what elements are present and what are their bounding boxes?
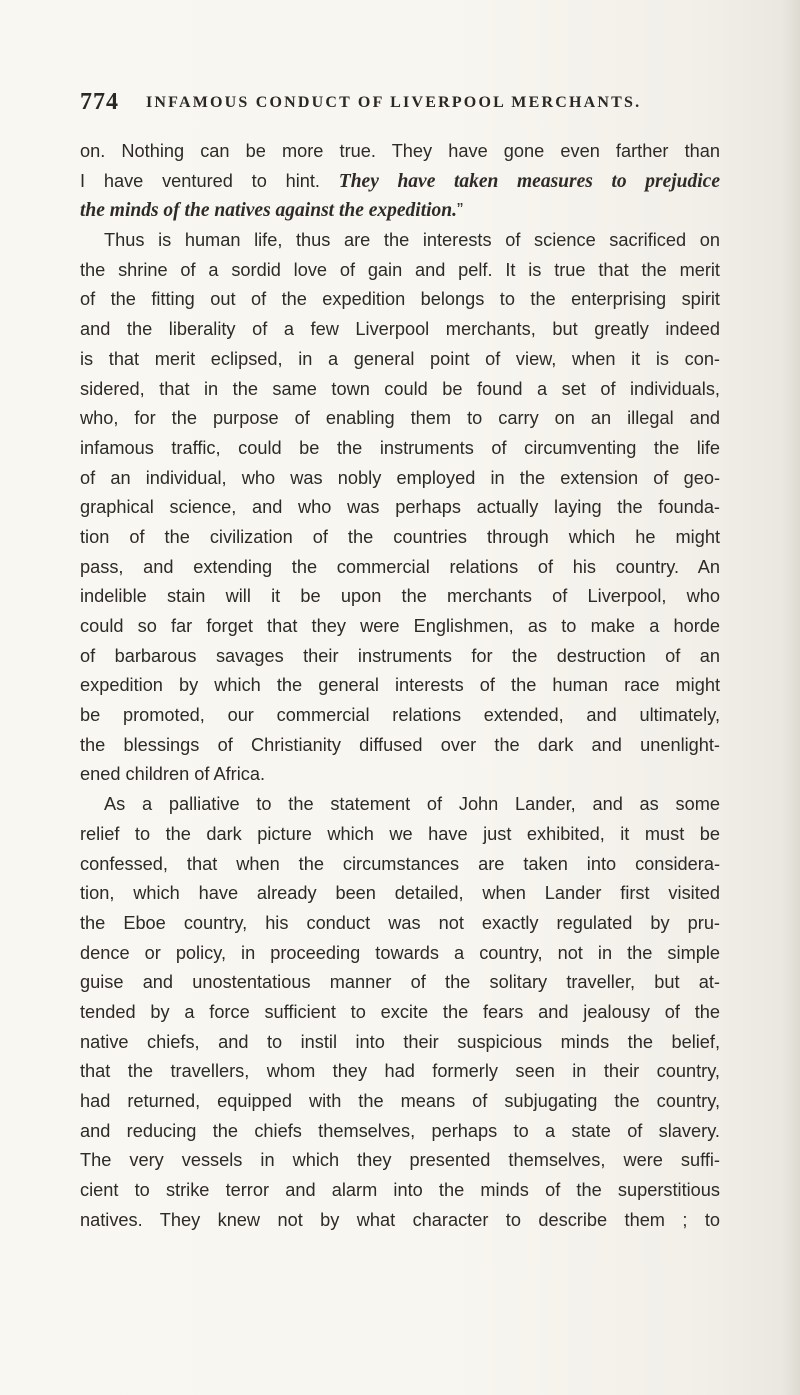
text-line: be promoted, our commercial relations extended, and ultimately, bbox=[80, 705, 720, 726]
paragraph bbox=[80, 790, 720, 1235]
text-line: the shrine of a sordid love of gain and pelf. It is true that the merit bbox=[80, 259, 720, 280]
text-line: native chiefs, and to instil into their suspicious minds the belief, bbox=[80, 1031, 720, 1052]
text-line: on. Nothing can be more true. They have gone even farther than bbox=[80, 141, 720, 161]
text-line: indelible stain will it be upon the merchants of Liverpool, who bbox=[80, 586, 720, 607]
text-line: graphical science, and who was perhaps actually laying the founda- bbox=[80, 497, 720, 518]
text-line: The very vessels in which they presented themselves, were suffi- bbox=[80, 1150, 720, 1171]
text-line: of barbarous savages their instruments for the destruction of an bbox=[80, 645, 720, 666]
text-line: relief to the dark picture which we have just exhibited, it must be bbox=[80, 823, 720, 844]
text-line: pass, and extending the commercial relations of his country. An bbox=[80, 556, 720, 577]
text-line: infamous traffic, could be the instruments of circumventing the life bbox=[80, 437, 720, 458]
text-line: tion, which have already been detailed, when Lander first visited bbox=[80, 883, 720, 904]
text-line: guise and unostentatious manner of the solitary traveller, but at- bbox=[80, 972, 720, 993]
text-line: confessed, that when the circumstances are taken into considera- bbox=[80, 853, 720, 874]
page-edge-shadow bbox=[782, 0, 800, 1395]
text-line: dence or policy, in proceeding towards a country, not in the simple bbox=[80, 942, 720, 963]
page-number: 774 bbox=[80, 89, 119, 115]
text-line: ened children of Africa. bbox=[80, 764, 266, 785]
text-line: natives. They knew not by what character to describe them ; to bbox=[80, 1209, 720, 1230]
running-head: INFAMOUS CONDUCT OF LIVERPOOL MERCHANTS. bbox=[146, 94, 642, 111]
text-line: who, for the purpose of enabling them to carry on an illegal and bbox=[80, 408, 720, 429]
text-line: that the travellers, whom they had formerly seen in their country, bbox=[80, 1061, 720, 1082]
page-header bbox=[80, 90, 720, 120]
text-line: the blessings of Christianity diffused over the dark and unenlight- bbox=[80, 734, 720, 755]
text-line: sidered, that in the same town could be found a set of individuals, bbox=[80, 378, 720, 399]
text-line: cient to strike terror and alarm into the minds of the superstitious bbox=[80, 1180, 720, 1201]
text-line: had returned, equipped with the means of subjugating the country, bbox=[80, 1091, 720, 1111]
body-text bbox=[80, 137, 720, 1235]
paragraph bbox=[80, 137, 720, 226]
text-line: tended by a force sufficient to excite the fears and jealousy of the bbox=[80, 1001, 720, 1022]
text-line: expedition by which the general interests of the human race might bbox=[80, 675, 720, 696]
italic-text: They have taken measures to prejudice bbox=[338, 170, 720, 192]
text-line: the Eboe country, his conduct was not exactly regulated by pru- bbox=[80, 912, 720, 933]
text-line: the minds of the natives against the expedition.” bbox=[80, 200, 464, 222]
paragraph bbox=[80, 226, 720, 790]
text-line: I have ventured to hint. They have taken measures to prejudice bbox=[80, 170, 720, 192]
italic-text: the minds of the natives against the expedition. bbox=[80, 200, 458, 222]
text-line: of the fitting out of the expedition belongs to the enterprising spirit bbox=[80, 289, 720, 310]
text-line: tion of the civilization of the countries through which he might bbox=[80, 526, 720, 547]
text-line: could so far forget that they were Englishmen, as to make a horde bbox=[80, 616, 720, 636]
text-line: and the liberality of a few Liverpool merchants, but greatly indeed bbox=[80, 319, 720, 340]
text-line: Thus is human life, thus are the interests of science sacrificed on bbox=[104, 230, 720, 251]
text-line: is that merit eclipsed, in a general point of view, when it is con- bbox=[80, 348, 720, 369]
text-line: As a palliative to the statement of John Lander, and as some bbox=[104, 794, 720, 815]
text-line: and reducing the chiefs themselves, perhaps to a state of slavery. bbox=[80, 1120, 720, 1141]
text-line: of an individual, who was nobly employed in the extension of geo- bbox=[80, 467, 720, 488]
